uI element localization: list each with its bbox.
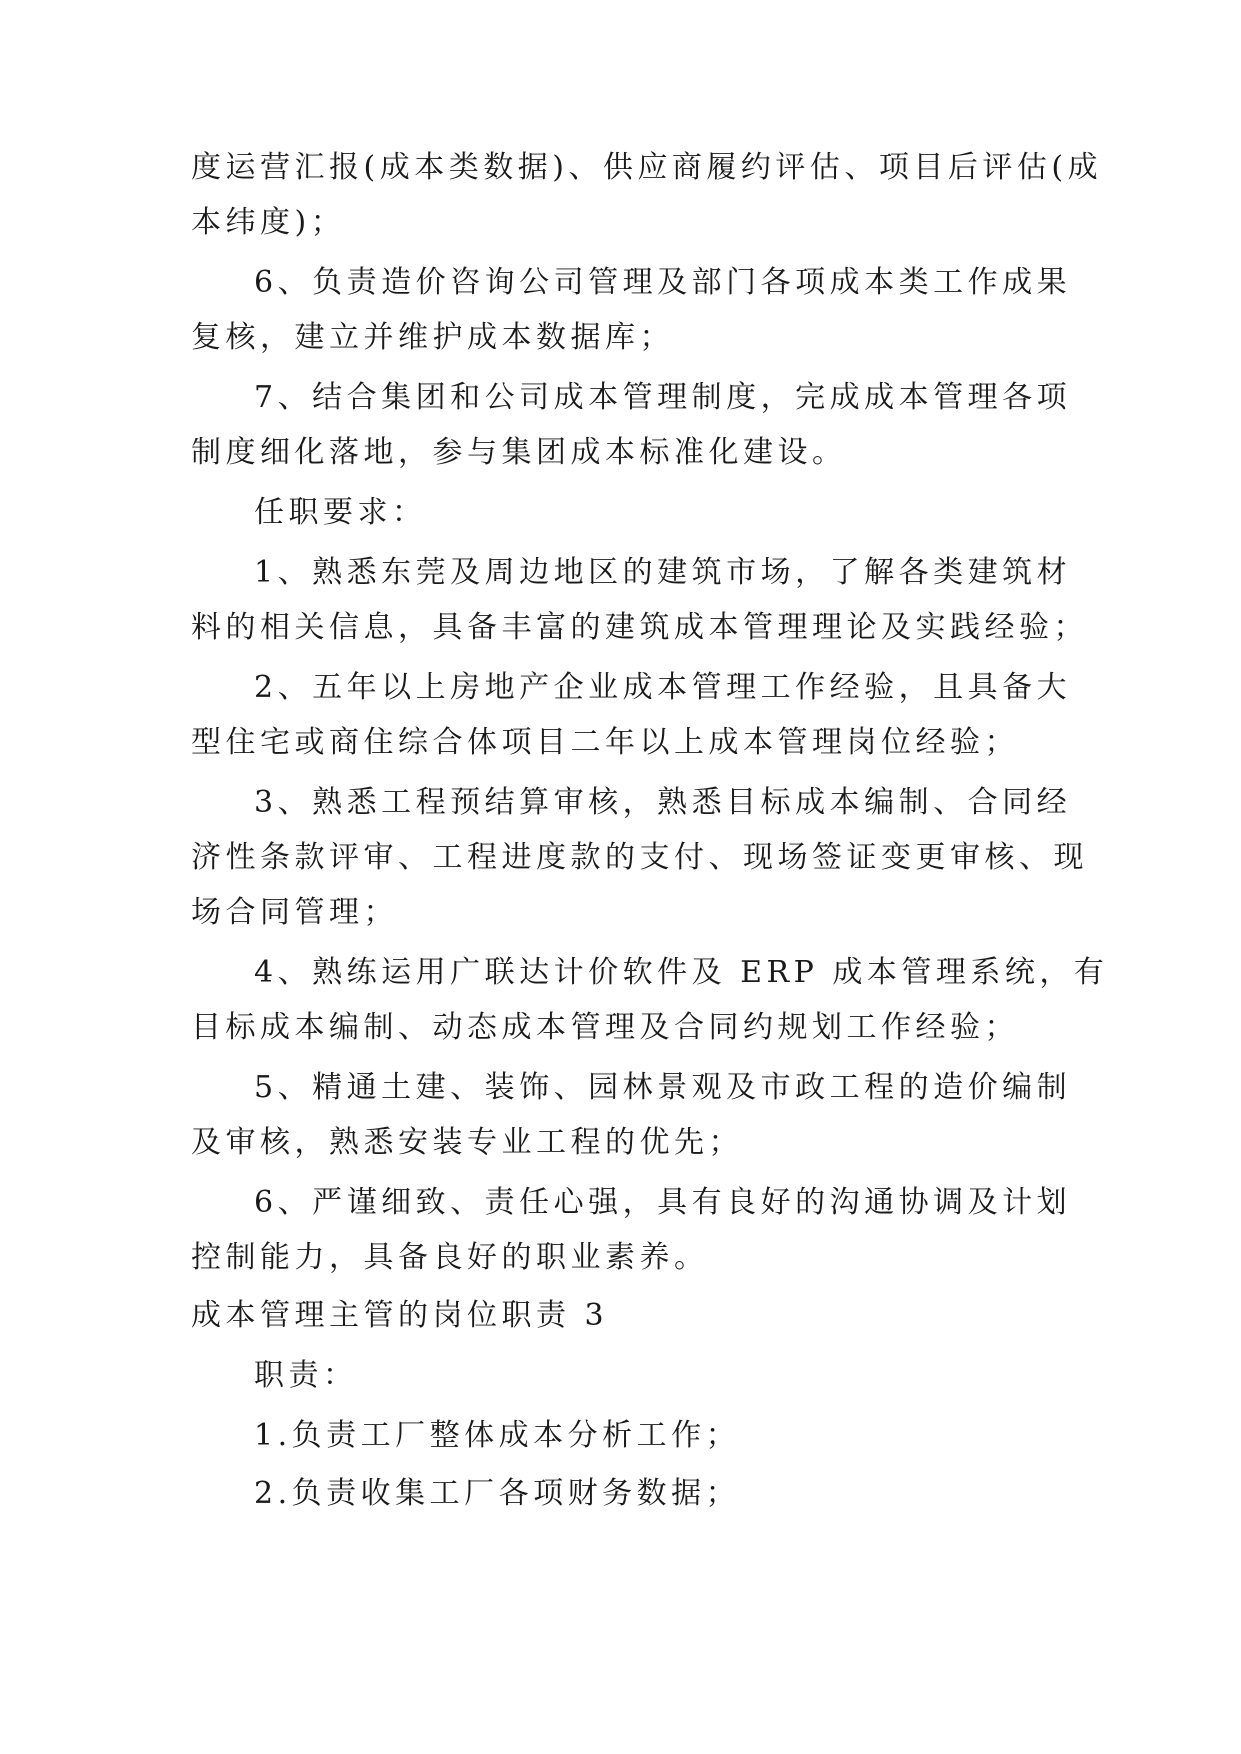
- text-line-20: 控制能力，具备良好的职业素养。: [191, 1240, 709, 1275]
- text-line-6: 制度细化落地，参与集团成本标准化建设。: [191, 435, 847, 470]
- text-line-3: 6、负责造价咨询公司管理及部门各项成本类工作成果: [254, 265, 1072, 300]
- text-line-16: 目标成本编制、动态成本管理及合同约规划工作经验；: [191, 1010, 1019, 1045]
- section-heading-duties: 职责：: [254, 1358, 358, 1393]
- text-line-15: 4、熟练运用广联达计价软件及 ERP 成本管理系统，有: [254, 955, 1109, 990]
- text-line-18: 及审核，熟悉安装专业工程的优先；: [191, 1125, 743, 1160]
- text-line-1: 度运营汇报(成本类数据)、供应商履约评估、项目后评估(成: [191, 150, 1103, 185]
- text-line-23: 1.负责工厂整体成本分析工作；: [254, 1418, 741, 1453]
- text-line-24: 2.负责收集工厂各项财务数据；: [254, 1476, 741, 1511]
- text-line-11: 型住宅或商住综合体项目二年以上成本管理岗位经验；: [191, 725, 1019, 760]
- section-heading-requirements: 任职要求：: [254, 495, 427, 530]
- text-line-10: 2、五年以上房地产企业成本管理工作经验，且具备大: [254, 670, 1072, 705]
- text-line-9: 料的相关信息，具备丰富的建筑成本管理理论及实践经验；: [191, 610, 1088, 645]
- text-line-17: 5、精通土建、装饰、园林景观及市政工程的造价编制: [254, 1070, 1072, 1105]
- section-title: 成本管理主管的岗位职责 3: [191, 1298, 609, 1333]
- text-line-2: 本纬度)；: [191, 205, 346, 240]
- text-line-13: 济性条款评审、工程进度款的支付、现场签证变更审核、现: [191, 840, 1088, 875]
- text-line-4: 复核，建立并维护成本数据库；: [191, 320, 674, 355]
- text-line-8: 1、熟悉东莞及周边地区的建筑市场，了解各类建筑材: [254, 555, 1072, 590]
- text-line-5: 7、结合集团和公司成本管理制度，完成成本管理各项: [254, 380, 1072, 415]
- text-line-12: 3、熟悉工程预结算审核，熟悉目标成本编制、合同经: [254, 785, 1072, 820]
- text-line-14: 场合同管理；: [191, 895, 398, 930]
- text-line-19: 6、严谨细致、责任心强，具有良好的沟通协调及计划: [254, 1185, 1072, 1220]
